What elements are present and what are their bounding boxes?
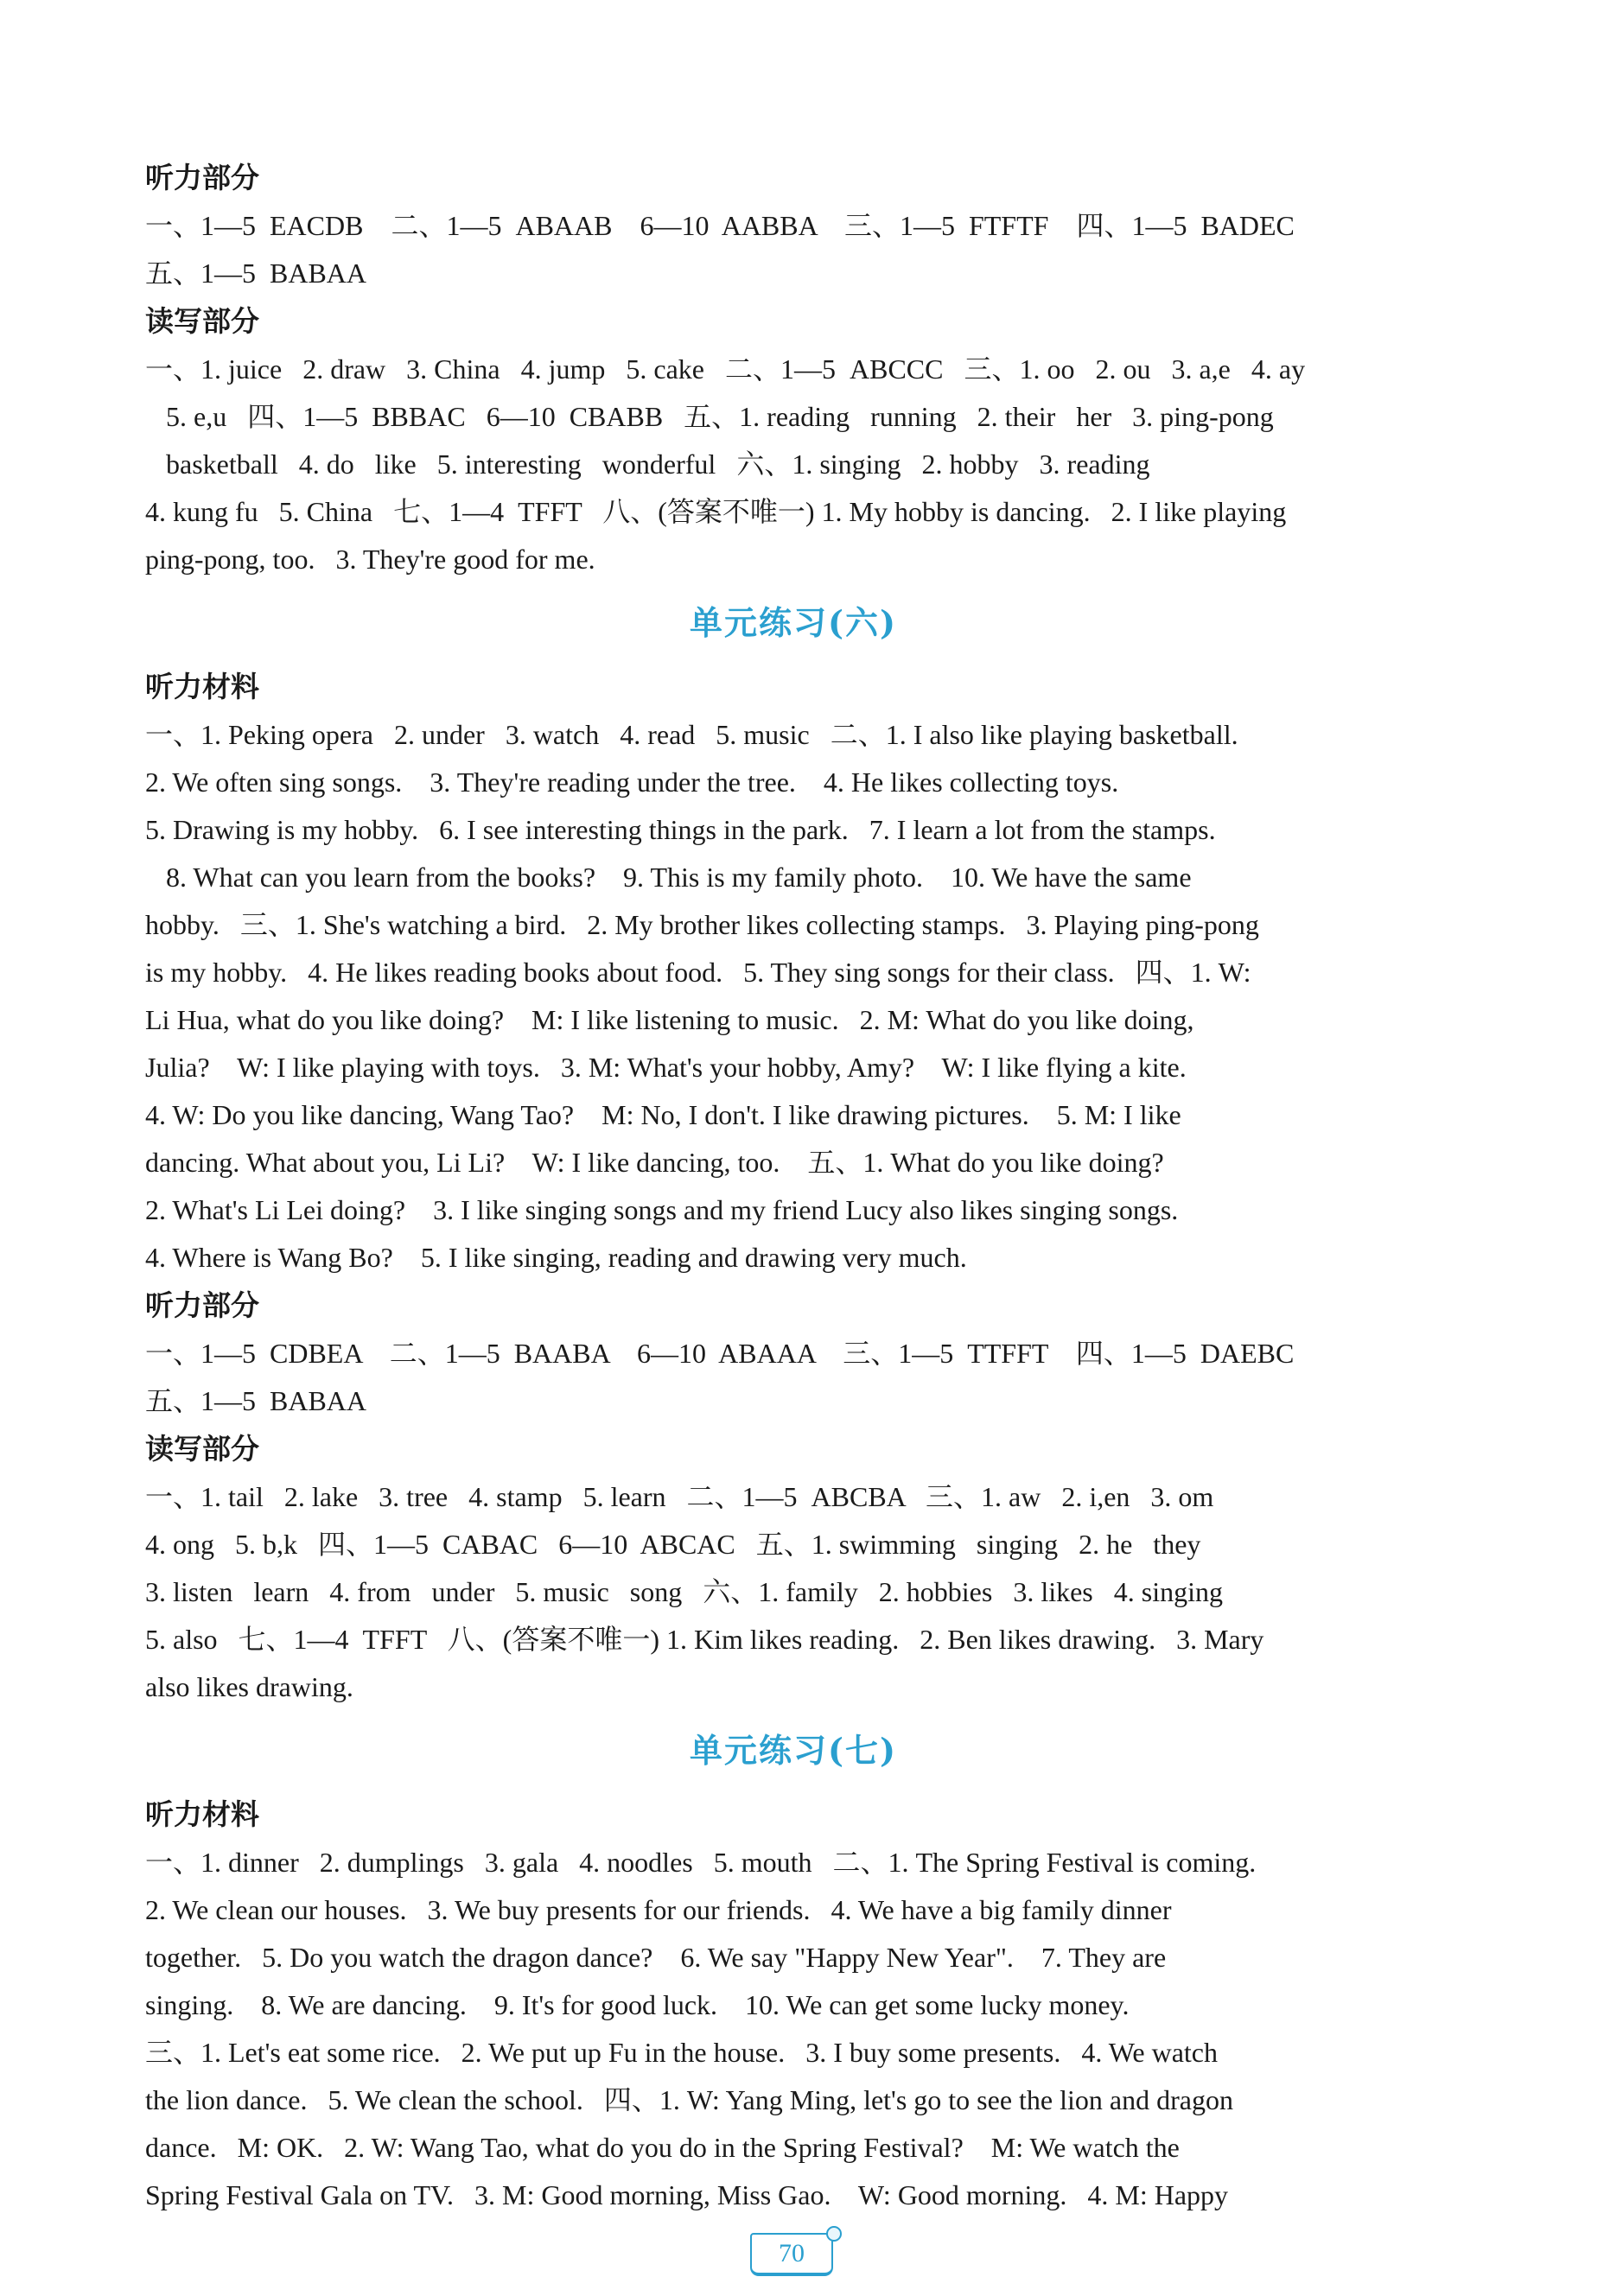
text-line: Li Hua, what do you like doing? M: I like listening to music. 2. M: What do you like doing, [145, 1004, 1194, 1035]
page-number: 70 [750, 2233, 833, 2276]
text-line: 3. listen learn 4. from under 5. music song 六、1. family 2. hobbies 3. likes 4. singing [145, 1576, 1223, 1607]
text-line: 2. What's Li Lei doing? 3. I like singing songs and my friend Lucy also likes singing songs. [145, 1194, 1179, 1225]
text-line: 8. What can you learn from the books? 9. This is my family photo. 10. We have the same [145, 862, 1192, 893]
section-heading: 听力部分 [145, 161, 259, 194]
page-number-badge [750, 2233, 837, 2276]
text-line: Spring Festival Gala on TV. 3. M: Good morning, Miss Gao. W: Good morning. 4. M: Happy [145, 2179, 1229, 2210]
text-line: 一、1. Peking opera 2. under 3. watch 4. read 5. music 二、1. I also like playing basketball. [145, 719, 1238, 750]
text-line: 5. e,u 四、1—5 BBBAC 6—10 CBABB 五、1. reading running 2. their her 3. ping-pong [145, 401, 1274, 432]
text-line: ping-pong, too. 3. They're good for me. [145, 544, 595, 575]
text-line: 三、1. Let's eat some rice. 2. We put up Fu in the house. 3. I buy some presents. 4. We watch [145, 2037, 1218, 2068]
text-line: 五、1—5 BABAA [145, 1385, 367, 1416]
text-line: 2. We clean our houses. 3. We buy presents for our friends. 4. We have a big family dinner [145, 1894, 1172, 1925]
section-heading: 听力部分 [145, 1288, 259, 1322]
section-heading: 读写部分 [145, 304, 259, 338]
text-line: basketball 4. do like 5. interesting wonderful 六、1. singing 2. hobby 3. reading [145, 448, 1150, 480]
section-heading: 读写部分 [145, 1432, 259, 1466]
text-line: 4. kung fu 5. China 七、1—4 TFFT 八、(答案不唯一) 1. My hobby is dancing. 2. I like playing [145, 496, 1287, 527]
text-line: 5. Drawing is my hobby. 6. I see interesting things in the park. 7. I learn a lot from the stamps. [145, 814, 1216, 845]
text-line: also likes drawing. [145, 1671, 353, 1702]
text-line: 一、1—5 EACDB 二、1—5 ABAAB 6—10 AABBA 三、1—5 FTFTF 四、1—5 BADEC [145, 210, 1295, 241]
text-line: 4. W: Do you like dancing, Wang Tao? M: No, I don't. I like drawing pictures. 5. M: I like [145, 1099, 1181, 1130]
text-line: 一、1. tail 2. lake 3. tree 4. stamp 5. learn 二、1—5 ABCBA 三、1. aw 2. i,en 3. om [145, 1481, 1214, 1512]
text-line: dance. M: OK. 2. W: Wang Tao, what do you do in the Spring Festival? M: We watch the [145, 2132, 1180, 2163]
unit-title: 单元练习(六) [690, 603, 897, 642]
page-number-dot-icon [826, 2226, 842, 2242]
text-line: 5. also 七、1—4 TFFT 八、(答案不唯一) 1. Kim likes reading. 2. Ben likes drawing. 3. Mary [145, 1624, 1264, 1655]
text-line: dancing. What about you, Li Li? W: I like dancing, too. 五、1. What do you like doing? [145, 1147, 1164, 1178]
text-line: 4. Where is Wang Bo? 5. I like singing, reading and drawing very much. [145, 1242, 967, 1273]
answer-key-page [145, 154, 1442, 2219]
unit-title: 单元练习(七) [690, 1731, 897, 1770]
text-line: 一、1. dinner 2. dumplings 3. gala 4. noodles 5. mouth 二、1. The Spring Festival is coming. [145, 1847, 1257, 1878]
text-line: 一、1. juice 2. draw 3. China 4. jump 5. cake 二、1—5 ABCCC 三、1. oo 2. ou 3. a,e 4. ay [145, 353, 1306, 385]
text-line: together. 5. Do you watch the dragon dance? 6. We say "Happy New Year". 7. They are [145, 1942, 1167, 1973]
text-line: 五、1—5 BABAA [145, 258, 367, 289]
section-heading: 听力材料 [145, 1797, 259, 1831]
text-line: the lion dance. 5. We clean the school. 四、1. W: Yang Ming, let's go to see the lion and dragon [145, 2084, 1233, 2115]
text-line: 2. We often sing songs. 3. They're reading under the tree. 4. He likes collecting toys. [145, 766, 1119, 798]
text-line: hobby. 三、1. She's watching a bird. 2. My brother likes collecting stamps. 3. Playing ping-pong [145, 909, 1259, 940]
section-heading: 听力材料 [145, 670, 259, 703]
text-line: singing. 8. We are dancing. 9. It's for good luck. 10. We can get some lucky money. [145, 1989, 1130, 2020]
text-line: Julia? W: I like playing with toys. 3. M: What's your hobby, Amy? W: I like flying a kite. [145, 1052, 1187, 1083]
text-line: 一、1—5 CDBEA 二、1—5 BAABA 6—10 ABAAA 三、1—5 TTFFT 四、1—5 DAEBC [145, 1338, 1295, 1369]
text-line: is my hobby. 4. He likes reading books about food. 5. They sing songs for their class. 四、1. W: [145, 957, 1251, 988]
text-line: 4. ong 5. b,k 四、1—5 CABAC 6—10 ABCAC 五、1. swimming singing 2. he they [145, 1529, 1201, 1560]
